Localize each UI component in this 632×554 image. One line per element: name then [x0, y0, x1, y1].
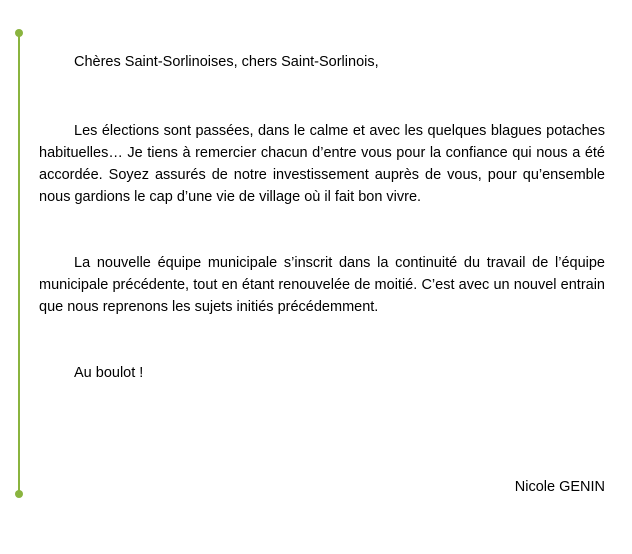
- accent-dot-top: [15, 29, 23, 37]
- letter-paragraph-1: Les élections sont passées, dans le calme et avec les quelques blagues potaches habituelles… Je tiens à remercier chacun d’entre vous pour la confiance qui nous a été accordée. Soyez assurés de notre investissement auprès de vous, pour qu’ensemble nous gardions le cap d’une vie de village où il fait bon vivre.: [39, 123, 605, 205]
- letter-greeting: Chères Saint-Sorlinoises, chers Saint-Sorlinois,: [74, 54, 379, 70]
- accent-dot-bottom: [15, 490, 23, 498]
- letter-closing: Au boulot !: [74, 365, 144, 381]
- letter-body: [39, 51, 605, 384]
- letter-signature: Nicole GENIN: [514, 479, 605, 495]
- accent-line: [18, 33, 20, 494]
- letter-paragraph-2: La nouvelle équipe municipale s’inscrit dans la continuité du travail de l’équipe municipale précédente, tout en étant renouvelée de moitié. C’est avec un nouvel entrain que nous reprenons les sujets initiés précédemment.: [39, 255, 605, 315]
